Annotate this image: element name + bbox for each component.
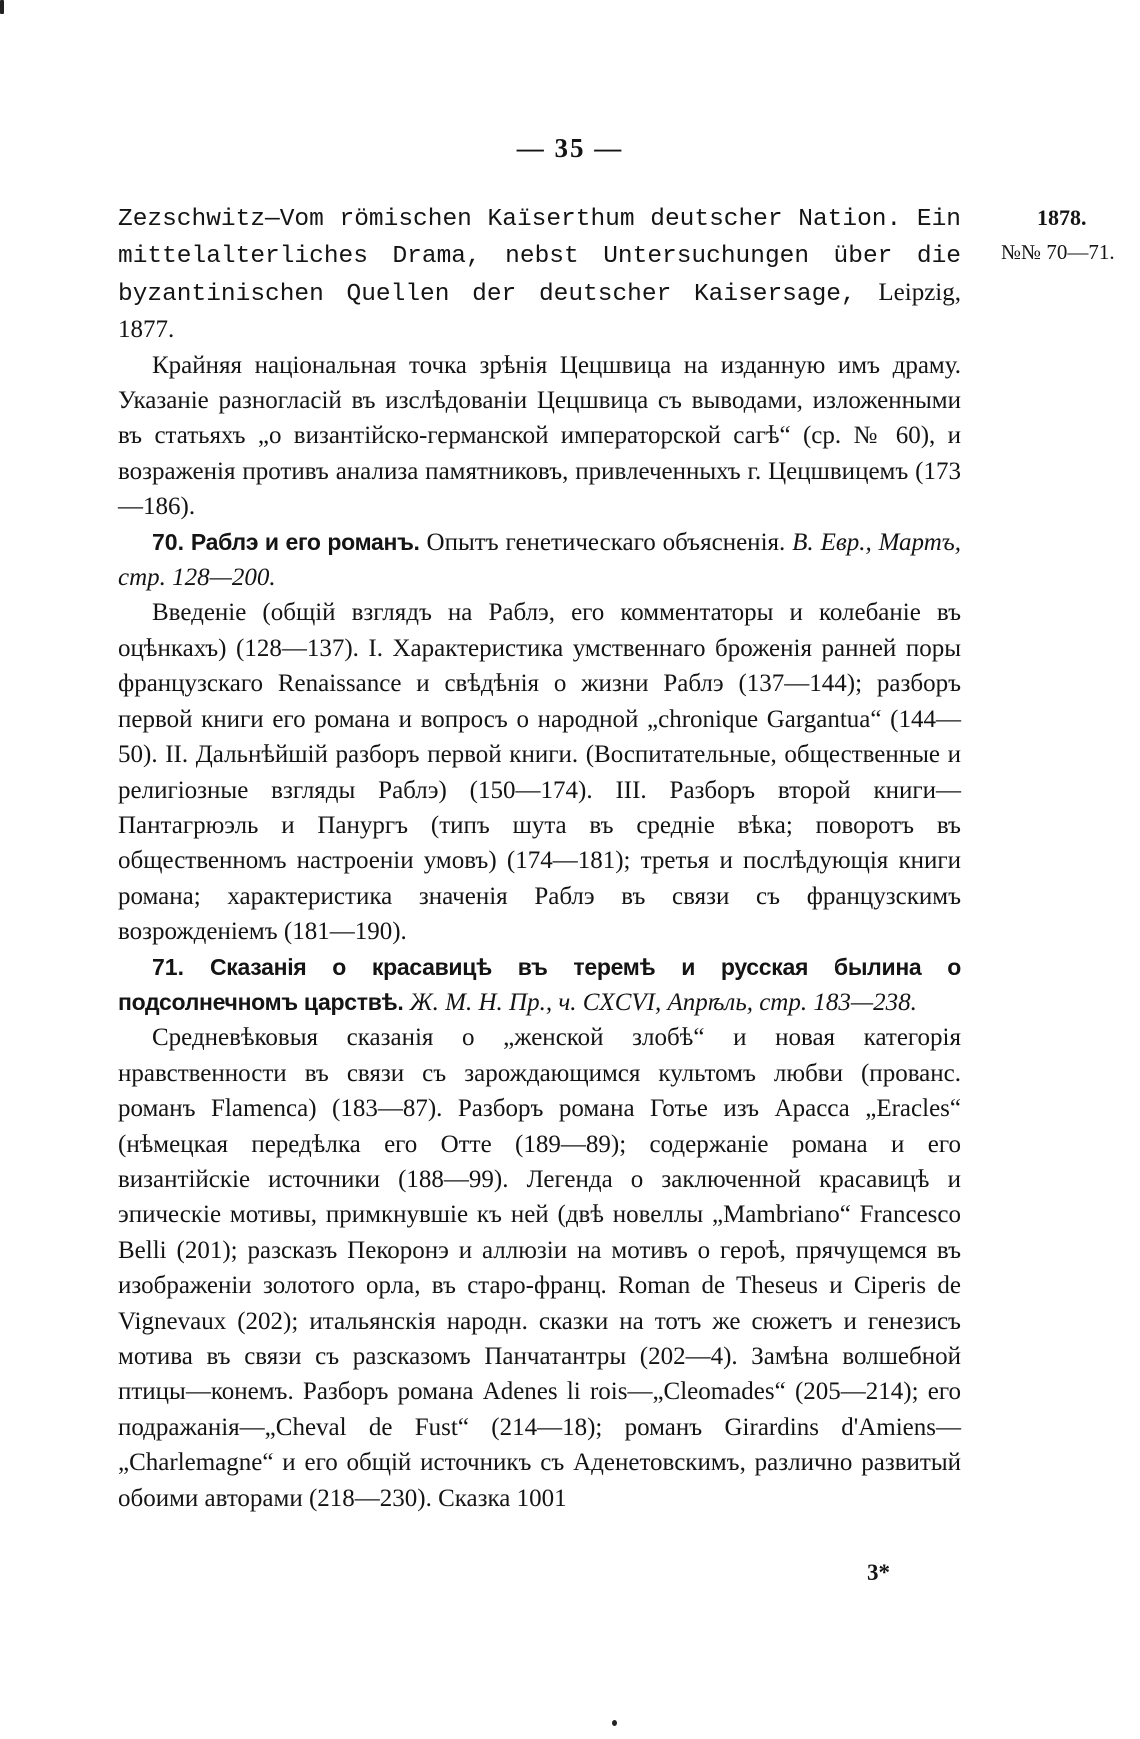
entry-69-citation xyxy=(118,200,961,348)
entry-69-summary: Крайняя національная точка зрѣнія Цецшвица на изданную имъ драму. Указаніе разногласій въ изслѣдованіи Цецшвица съ выводами, изложенными въ статьяхъ „о византійско-германской императорской сагѣ“ (ср. № 60), и возраженія противъ анализа памятниковъ, привлеченныхъ г. Цецшвицемъ (173—186). xyxy=(118,351,961,521)
entry-71-number: 71. xyxy=(152,953,184,980)
page-signature: 3* xyxy=(867,1560,890,1585)
entry-69-citation-text: Zezschwitz—Vom römischen Kaïserthum deutscher Nation. Ein mittelalterliches Drama, nebst Untersuchungen über die byzantinischen Quellen der deutscher Kaisersage, xyxy=(118,206,961,308)
entry-71-summary: Средневѣковыя сказанія о „женской злобѣ“ и новая категорія нравственности въ связи съ зарождающимся культомъ любви (прованс. романъ Flamenca) (183—87). Разборъ романа Готье изъ Арасса „Eracles“ (нѣмецкая передѣлка его Отте (189—89); содержаніе романа и его византійскіе источники (188—99). Легенда о заключенной красавицѣ и эпическіе мотивы, примкнувшіе къ ней (двѣ новеллы „Mambriano“ Francesco Belli (201); разсказъ Пекоронэ и аллюзіи на мотивъ о героѣ, прячущемся въ изображеніи золотого орла, въ старо-франц. Roman de Theseus и Ciperis de Vignevaux (202); итальянскія народн. сказки на тотъ же сюжетъ и генезисъ мотива въ связи съ разсказомъ Панчатантры (202—4). Замѣна волшебной птицы—конемъ. Разборъ романа Adenes li rois—„Cleomades“ (205—214); его подражанія—„Cheval de Fust“ (214—18); романъ Girardins d'Amiens—„Charlemagne“ и его общій источникъ съ Аденетовскимъ, различно развитый обоими авторами (218—230). Сказка 1001 xyxy=(118,1024,961,1512)
entry-71-title: Сказанія о красавицѣ въ теремѣ и русская былина о подсолнечномъ царствѣ. xyxy=(118,953,961,1015)
entry-71-heading xyxy=(118,950,961,1021)
margin-issue-numbers: №№ 70—71. xyxy=(1001,240,1115,264)
scan-speck-bottom xyxy=(612,1720,617,1726)
entry-70-title: Раблэ и его романъ. xyxy=(190,528,420,555)
entry-70-heading xyxy=(118,525,961,596)
scan-speck-top xyxy=(0,0,4,14)
main-text xyxy=(118,200,961,1516)
entry-71-source: Ж. М. Н. Пр., ч. CXCVI, Апрѣль, стр. 183—238. xyxy=(409,988,917,1016)
entry-70-source: В. Евр., Мартъ, стр. 128—200. xyxy=(118,528,962,592)
entry-70-summary: Введеніе (общій взглядъ на Раблэ, его комментаторы и колебаніе въ оцѣнкахъ) (128—137). I. Характеристика умственнаго броженія ранней поры французскаго Renaissance и свѣдѣнія о жизни Раблэ (137—144); разборъ первой книги его романа и вопросъ о народной „chronique Gargantua“ (144—50). II. Дальнѣйшій разборъ первой книги. (Воспитательные, общественные и религіозные взгляды Раблэ) (150—174). III. Разборъ второй книги—Пантагрюэль и Панургъ (типъ шута въ средніе вѣка; поворотъ въ общественномъ настроеніи умовъ) (174—181); третья и послѣдующія книги романа; характеристика значенія Раблэ въ связи съ французскимъ возрожденіемъ (181—190). xyxy=(118,599,961,946)
entry-70-subtitle: Опытъ генетическаго объясненія. xyxy=(419,528,793,556)
entry-70-number: 70. xyxy=(152,528,184,555)
page-number: — 35 — xyxy=(516,133,624,163)
margin-year: 1878. xyxy=(1037,205,1087,230)
entry-69-citation-place: Leipzig, 1877. xyxy=(118,278,961,344)
